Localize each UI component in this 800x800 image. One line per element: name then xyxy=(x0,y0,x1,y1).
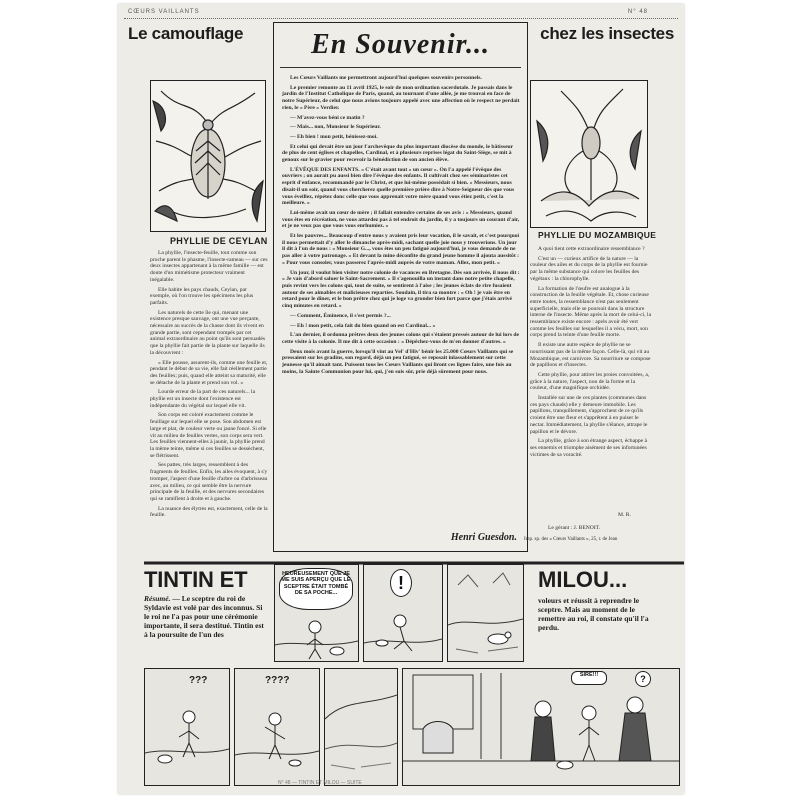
comic-panel-5 xyxy=(234,668,320,786)
souvenir-paragraph: Et celui qui devait être un jour l'archevêque du plus important diocèse du monde, le bâtisseur de plus de cent églises et chapelles, Cardinal, et à plusieurs reprises légat du Saint-Siège, se mit à genoux sur le gravier pour recevoir la bénédiction de son ancien élève. xyxy=(282,143,514,164)
right-paragraph: A quoi tient cette extraordinaire ressemblance ? xyxy=(538,246,645,252)
page-footer: N° 48 — TINTIN ET MILOU — SUITE xyxy=(278,780,362,786)
comic-separator xyxy=(144,554,684,562)
souvenir-paragraph: Et les pauvres... Beaucoup d'entre nous y avaient pris leur vocation, il le savait, et c'est pourquoi il nous permettait d'y aller le dimanche après-midi, sachant quelle joie nous y trouverions. Un jour il dit à l'un de nous : « Monsieur G..., vous êtes un peu fatigué aujourd'hui, je vous demande de ne pas aller à votre patronage. » Et devant la mine déconfite du grand jeune homme il ajouta aussitôt : « Pour vous consoler, vous passerez l'après-midi auprès de votre maman. Allez, mon petit. » xyxy=(282,233,520,266)
souvenir-signature: Henri Guesdon. xyxy=(450,532,517,543)
souvenir-paragraph: — Eh ! mon petit, cela fait du bien quand on est Cardinal... » xyxy=(290,322,436,329)
comic-panel-1 xyxy=(274,564,359,662)
souvenir-paragraph: Les Cœurs Vaillants me permettront aujourd'hui quelques souvenirs personnels. xyxy=(290,75,482,81)
left-paragraph: Elle habite les pays chauds, Ceylan, par exemple, où l'on trouve les spécimens les plus parfaits. xyxy=(150,286,254,306)
phyllie-mozambique-illustration xyxy=(530,80,648,228)
right-article-body xyxy=(530,246,652,508)
hill-landscape-icon xyxy=(325,669,397,785)
souvenir-paragraph: Le premier remonte au 11 avril 1925, le soir de mon ordination sacerdotale. Je passais dans le jardin de l'Institut Catholique de Paris, quand, au tournant d'une allée, je me trouvai en face de notre Supérieur, de celui que nous avions toujours appelé avec une affection où le respect ne perdait rien, le « Père » Verdier. xyxy=(282,84,520,111)
tintin-puzzled-icon xyxy=(235,693,319,785)
question-marks-1: ??? xyxy=(189,675,208,686)
souvenir-box xyxy=(273,22,528,552)
speech-bubble-question: ? xyxy=(635,671,651,687)
running-head xyxy=(124,8,678,19)
left-paragraph: Les naturels de cette île qui, menant une existence presque sauvage, ont une vue perçante, nécessaire au succès de la chasse dont ils vivent en grande partie, sont cependant trompés par cet animal extraordinaire au point qu'ils sont persuadés que la phyllie fait partie de la plante sur laquelle ils la découvrent : xyxy=(150,309,266,356)
landscape-dog-icon xyxy=(448,565,523,661)
left-paragraph: « Elle pousse, assurent-ils, comme une feuille et, pendant le début de sa vie, elle fait réellement partie des feuilles; puis, quand elle atteint sa maturité, elle se détache de la plante et prend son vol. » xyxy=(150,359,268,386)
running-head-left: CŒURS VAILLANTS xyxy=(128,9,200,15)
resume-label: Résumé. xyxy=(144,594,171,603)
leaf-insect-icon xyxy=(151,81,265,231)
speech-bubble-1: HEUREUSEMENT QUE JE ME SUIS APERÇU QUE LE SCEPTRE ÉTAIT TOMBÉ DE SA POCHE... xyxy=(279,568,353,610)
comic-panel-3 xyxy=(447,564,524,662)
souvenir-paragraph: L'an dernier, il ordonna prêtres deux des jeunes colons qui s'étaient pressés autour de lui lors de cette visite à la colonie. Il me dit à cette occasion : « Dépêchez-vous de m'en donner d'autres. » xyxy=(282,332,519,345)
souvenir-paragraph: Deux mois avant la guerre, lorsqu'il vint au Vel' d'Hiv' bénir les 25.000 Cœurs Vaillants qui se pressaient sur les gradins, son regard, déjà un peu fatigué, se reposait inlassablement sur cette jeunesse qu'il aimait tant. Puissent tous les Cœurs Vaillants qui liront ces lignes faire, une fois au moins, la Sainte Communion pour lui, qui, j'en suis sûr, prie déjà sûrement pour nous. xyxy=(282,348,514,375)
left-paragraph: Lourde erreur de la part de ces naturels... la phyllie est un insecte dont l'existence est indépendante du végétal sur lequel elle vit. xyxy=(150,389,256,409)
speech-bubble-sire: SIRE!!! xyxy=(571,671,607,685)
left-paragraph: Son corps est coloré exactement comme le feuillage sur lequel elle se pose. Son abdomen est large et plat, de couleur verte ou jaune foncé. Si elle vit au milieu de feuilles vertes, son corps sera vert. Les feuilles viennent-elles à jaunir, la phyllie prend la même teinte, même si ces feuilles se dessèchent, se flétrissent. xyxy=(150,412,267,459)
comic-resume xyxy=(144,594,268,639)
right-paragraph: C'est un — curieux artifice de la nature — la couleur des ailes et du corps de la phyllie est fournie par la même substance qui colore les feuilles des végétaux : la chlorophylle. xyxy=(530,255,648,282)
gerant-line: Le gérant : J. BENOIT. xyxy=(548,525,601,531)
imprint-line: Imp. sp. des « Cœurs Vaillants », 25, r. de Jean xyxy=(524,537,618,542)
left-article-body xyxy=(150,250,268,552)
left-caption: PHYLLIE DE CEYLAN xyxy=(170,236,268,246)
comic-continuation: voleurs et réussit à reprendre le sceptre. Mais au moment de le remettre au roi, il constate qu'il l'a perdu. xyxy=(538,596,649,632)
question-marks-2: ???? xyxy=(265,675,290,686)
souvenir-paragraph: — M'avez-vous béni ce matin ? xyxy=(290,114,365,121)
right-paragraph: La formation de l'œufre est analogue à la construction de la feuille végétale. Et, chose curieuse entre toutes, la ressemblance n'est pas seulement superficielle, mais elle se poursuit dans la structure interne de l'insecte. Même après la mort de celui-ci, la ressemblance existe encore : après avoir été vert comme les feuilles sur lesquelles il a vécu, mort, son corps prend la teinte d'une feuille morte. xyxy=(530,285,652,339)
tintin-walking-icon xyxy=(275,605,358,661)
left-paragraph: La nuance des élytres est, exactement, celle de la feuille. xyxy=(150,505,268,519)
right-article-title: chez les insectes xyxy=(540,24,674,43)
newspaper-page xyxy=(118,4,684,794)
speech-bubble-2: ! xyxy=(390,569,412,597)
comic-title-left: TINTIN ET xyxy=(144,567,248,592)
right-signoff: M. R. xyxy=(618,512,631,518)
right-caption: PHYLLIE DU MOZAMBIQUE xyxy=(538,230,657,240)
left-article-title: Le camouflage xyxy=(128,24,244,43)
souvenir-title: En Souvenir... xyxy=(311,29,490,60)
souvenir-paragraph: L'ÉVÊQUE DES ENFANTS. « C'était avant tout « un cœur ». On l'a appelé l'évêque des ouvriers ; on aurait pu aussi bien dire l'évêque des enfants. Il cultivait chez ses séminaristes cet esprit d'enfance, recommandé par le Christ, et que lui-même possédait si bien. « Messieurs, nous disait-il un soir, quand vous chercherez quelle première prière dire à Notre-Seigneur dès que vous vous éveillez, répétez donc celle que vous apprenait votre mère quand vous étiez petit, c'est la meilleure. » xyxy=(282,166,515,207)
resume-text: — Le sceptre du roi de Syldavie est volé par des inconnus. Si le roi ne l'a pas pour une cérémonie importante, il sera destitué. Tintin est à la poursuite de l'un des xyxy=(144,594,264,639)
tintin-searching-icon xyxy=(145,693,229,785)
throne-room-icon xyxy=(403,669,679,785)
phyllie-ceylan-illustration xyxy=(150,80,266,232)
souvenir-paragraph: Un jour, il voulut bien visiter notre colonie de vacances en Bretagne. Dès son arrivée, il nous dit : « Je vais d'abord saluer le Saint-Sacrement. » Il s'agenouilla un instant dans notre petite chapelle, puis revint vers les colons qui, tout de suite, se sentirent à l'aise ; les jeunes éclats de rire fusaient autour de ses aimables et malicieuses reparties. Soudain, il tira sa montre : « Oh ! je vais être en retard pour le dîner, et le bon prêtre chez qui je loge va gronder bien fort parce que j'étais arrivé cinq minutes en retard. » xyxy=(282,269,520,310)
left-paragraph: La phyllie, l'insecte-feuille, tout comme son proche parent le phasme, l'insecte-rameau — sur ces deux insectes appartenant à la même famille — est doute d'un mimétisme protecteur vraiment inégalable. xyxy=(150,250,268,283)
souvenir-body xyxy=(282,75,520,527)
left-paragraph: Ses pattes, très larges, ressemblent à des fragments de feuilles. Enfin, les ailes évoquent, à s'y tromper, l'aspect d'une feuille d'arbre ou d'arbrisseau avec, au milieu, ce qui semble être la nervure principale de la feuille, et des nervures secondaires qui se ramifient à droite et à gauche. xyxy=(150,462,268,502)
tintin-crouching-icon xyxy=(364,599,442,661)
souvenir-paragraph: Lui-même avait un cœur de mère ; il fallait entendre certains de ses avis : « Messieurs, quand vous êtes en récréation, ne vous attardez pas à tel endroit du jardin, il y a toujours un courant d'air, et je ne veux pas que vous vous enrhumiez. » xyxy=(282,209,520,230)
running-head-right: N° 48 xyxy=(627,9,648,15)
right-paragraph: La phyllie, grâce à son étrange aspect, échappe à ses ennemis et triomphe aisément de ses infortunées victimes de sa voracité. xyxy=(530,438,648,458)
right-paragraph: Cette phyllie, pour attirer les proies convoitées, a, grâce à la nature, l'aspect, non de la forme et la couleur, d'une magnifique orchidée. xyxy=(530,371,650,392)
souvenir-paragraph: — Eh bien ! mon petit, bénissez-moi. xyxy=(290,133,378,140)
souvenir-rule xyxy=(280,67,521,68)
right-paragraph: Il existe une autre espèce de phyllie ne se nourrissant pas de la même façon. Celle-là, qui vit au Mozambique, est carnivore. Sa nourriture se compose de papillons et d'insectes. xyxy=(530,342,651,369)
comic-panel-6 xyxy=(324,668,398,786)
comic-panel-4 xyxy=(144,668,230,786)
right-paragraph: Installée sur une de ces plantes (communes dans ces pays chauds) elle y demeure immobile. Les papillons, tranquillement, s'approchent de ce qu'ils croient être une fleur et s'apprêtent à en puiser le nectar. Immédiatement, la phyllie s'élance, attrape le papillon et le dévore. xyxy=(530,395,648,435)
souvenir-paragraph: — Comment, Éminence, il s'est permis ?... xyxy=(290,312,391,319)
souvenir-paragraph: — Mais... non, Monsieur le Supérieur. xyxy=(290,124,381,131)
comic-title-right: MILOU... xyxy=(538,567,628,592)
orchid-mantis-icon xyxy=(531,81,647,227)
comic-panel-2 xyxy=(363,564,443,662)
comic-panel-7 xyxy=(402,668,680,786)
